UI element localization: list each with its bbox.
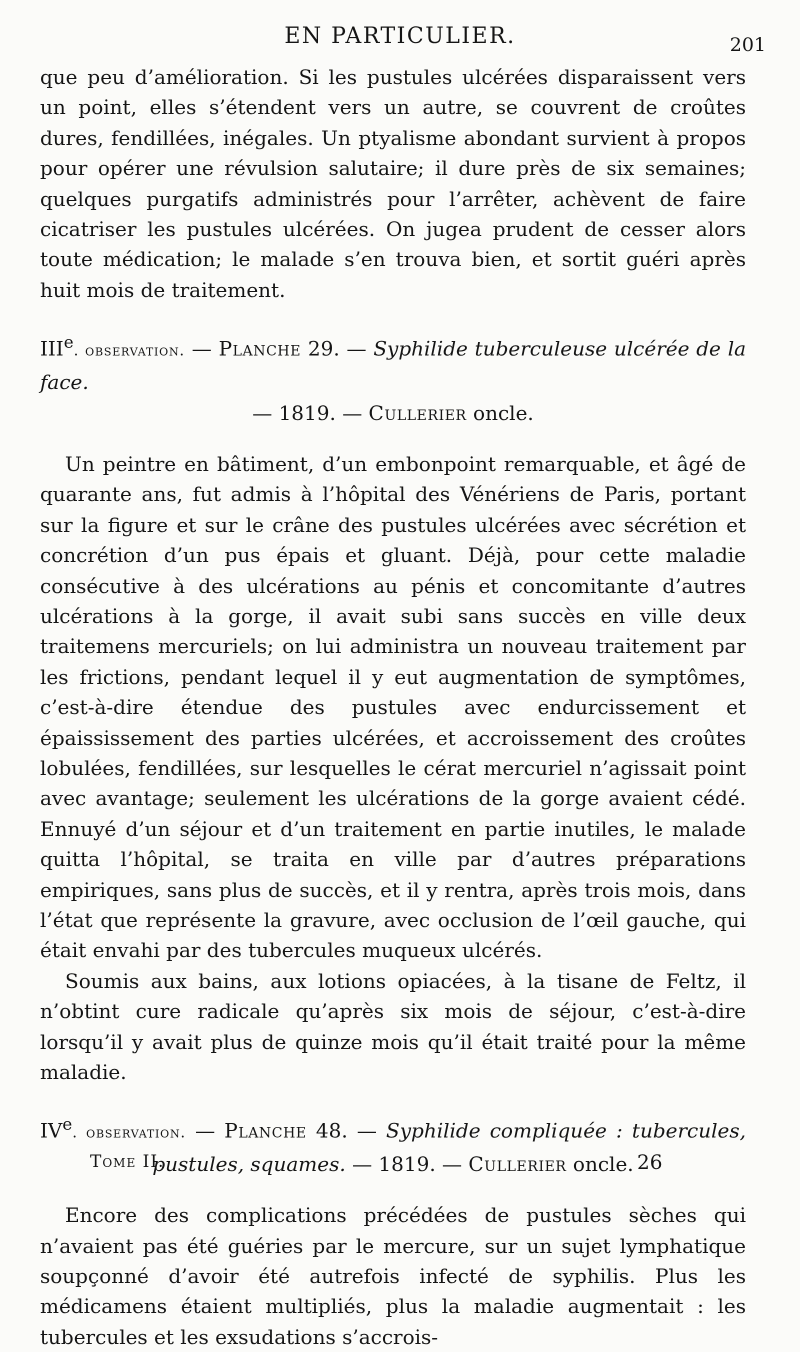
observation-4-author: Cullerier (468, 1152, 567, 1177)
observation-4-year: — 1819. — (345, 1152, 469, 1177)
observation-4-numeral: IV (40, 1119, 63, 1144)
observation-3-heading-line1 (40, 327, 746, 398)
observation-3-title: Syphilide tuberculeuse ulcérée de la face. (40, 336, 747, 394)
paragraph-continuation: que peu d’amélioration. Si les pustules ulcérées disparaissent vers un point, elles s’étendent vers un autre, se couvrent de croûtes dures, fendillées, inégales. Un ptyalisme abondant survient à propos pour opérer une révulsion salutaire; il dure près de six semaines; quelques purgatifs administrés pour l’arrêter, achèvent de faire cicatriser les pustules ulcérées. On jugea prudent de cesser alors toute médication; le malade s’en trouva bien, et sortit guéri après huit mois de traitement. (40, 65, 746, 302)
observation-3-numeral-sup: e (63, 333, 74, 353)
observation-4-dash-2: — (347, 1119, 387, 1144)
observation-4-dash-1: — (185, 1119, 225, 1144)
observation-4-planche-number: 48. (306, 1119, 348, 1144)
observation-3-label: . observation. (73, 341, 185, 360)
running-title: EN PARTICULIER. (284, 24, 516, 49)
page-number: 201 (729, 34, 766, 56)
observation-4-label: . observation. (72, 1124, 186, 1143)
paragraph-observation-4-case: Encore des complications précédées de pustules sèches qui n’avaient pas été guéries par le mercure, sur un sujet lymphatique soupçonné d’avoir été autrefois infecté de syphilis. Plus les médicamens étaient multipliés, plus la maladie augmentait : les tubercules et les exsudations s’accrois- (40, 1203, 746, 1349)
observation-3-planche: Planche (218, 336, 302, 361)
observation-3-year: — 1819. — (252, 400, 369, 425)
observation-3-numeral: III (40, 336, 64, 361)
signature-mark: 26 (637, 1150, 663, 1174)
observation-3-dash-1: — (184, 336, 219, 361)
observation-4-heading-line1 (40, 1109, 746, 1149)
observation-4-title-b: pustules, squames. (152, 1152, 346, 1177)
observation-3-dash-2: — (339, 336, 374, 361)
observation-4-planche: Planche (224, 1119, 307, 1144)
observation-4-oncle: oncle. (566, 1152, 634, 1177)
observation-4-title-a: Syphilide compliquée : tubercules, (386, 1119, 746, 1144)
observation-3-heading-line2 (40, 398, 746, 429)
observation-4-numeral-sup: e (62, 1115, 73, 1135)
page-header (0, 18, 800, 58)
observation-3-author: Cullerier (368, 400, 467, 425)
paragraph-observation-3-outcome: Soumis aux bains, aux lotions opiacées, à la tisane de Feltz, il n’obtint cure radicale qu’après six mois de séjour, c’est-à-dire lorsqu’il y avait plus de quinze mois qu’il était traité pour la même maladie. (40, 968, 746, 1085)
observation-3-planche-number: 29. (301, 336, 340, 361)
observation-3-oncle: oncle. (466, 400, 534, 425)
volume-mark: Tome II. (90, 1152, 165, 1172)
page-footer (0, 1150, 800, 1180)
observation-3-heading (40, 327, 746, 429)
paragraph-observation-3-case: Un peintre en bâtiment, d’un embonpoint remarquable, et âgé de quarante ans, fut admis à l’hôpital des Vénériens de Paris, portant sur la figure et sur le crâne des pustules ulcérées avec sécrétion et concrétion d’un pus épais et gluant. Déjà, pour cette maladie consécutive à des ulcérations au pénis et concomitante d’autres ulcérations à la gorge, il avait subi sans succès en ville deux traitemens mercuriels; on lui administra un nouveau traitement par les frictions, pendant lequel il y eut augmentation de symptômes, c’est-à-dire étendue des pustules avec endurcissement et épaississement des parties ulcérées, et accroissement des croûtes lobulées, fendillées, sur lesquelles le cérat mercuriel n’agissait point avec avantage; seulement les ulcérations de la gorge avaient cédé. Ennuyé d’un séjour et d’un traitement en partie inutiles, le malade quitta l’hôpital, se traita en ville par d’autres préparations empiriques, sans plus de succès, et il y rentra, après trois mois, dans l’état que représente la gravure, avec occlusion de l’œil gauche, qui était envahi par des tubercules muqueux ulcérés. (40, 451, 746, 963)
